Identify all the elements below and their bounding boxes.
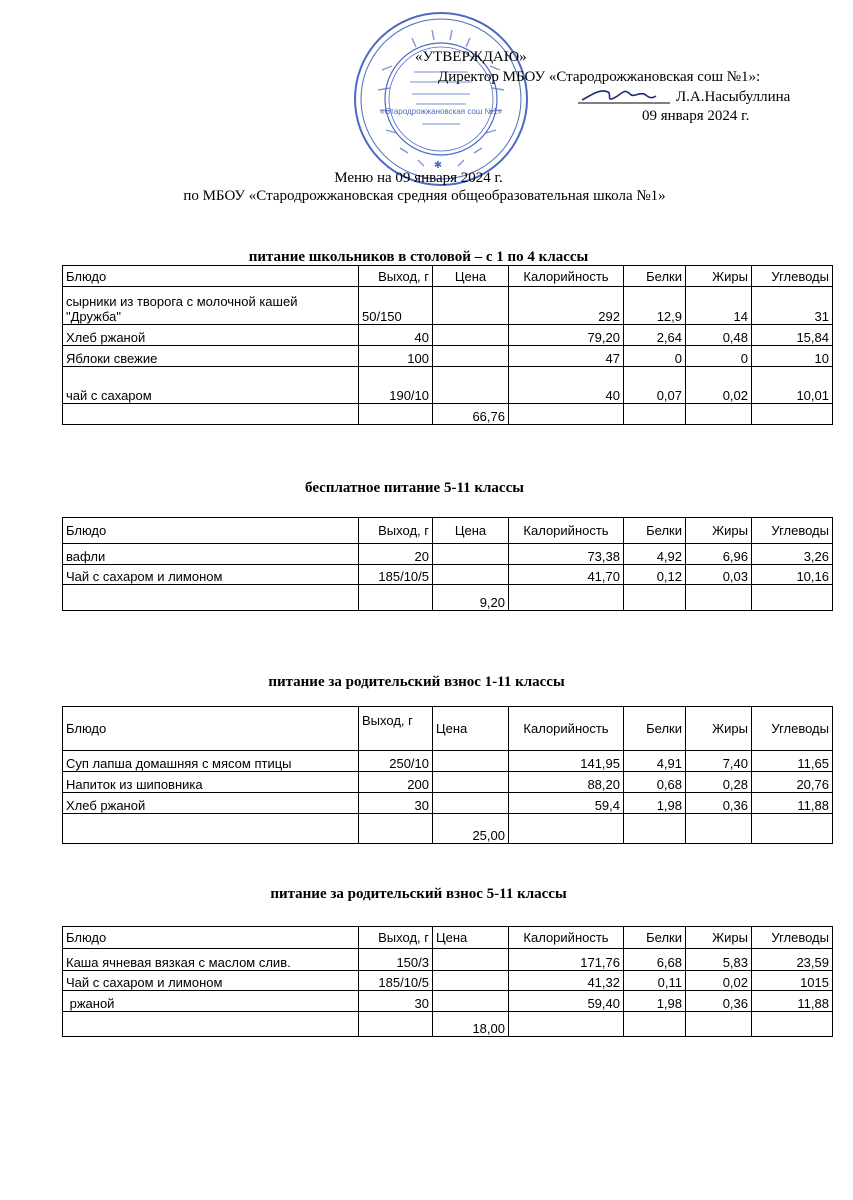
portion: 185/10/5: [359, 971, 433, 991]
protein: 4,91: [624, 751, 686, 772]
table-row: [63, 287, 833, 325]
carbs: 10: [752, 346, 833, 367]
dish-name: Суп лапша домашняя с мясом птицы: [63, 751, 359, 772]
column-header: Цена: [433, 707, 509, 751]
price: [433, 793, 509, 814]
table-header-row: [63, 518, 833, 544]
portion: 150/3: [359, 949, 433, 971]
carbs: 10,01: [752, 367, 833, 404]
total-row: [63, 814, 833, 844]
calories: 59,40: [509, 991, 624, 1012]
protein: 0: [624, 346, 686, 367]
stamp-text: «Стародрожжановская сош №1»: [380, 107, 502, 116]
column-header: Жиры: [686, 266, 752, 287]
column-header: Калорийность: [509, 518, 624, 544]
total-row: [63, 1012, 833, 1037]
calories: 79,20: [509, 325, 624, 346]
protein: 1,98: [624, 991, 686, 1012]
approve-label: «УТВЕРЖДАЮ»: [415, 49, 527, 65]
column-header: Выход, г: [359, 518, 433, 544]
total-price: 66,76: [433, 404, 509, 425]
fat: 5,83: [686, 949, 752, 971]
column-header: Блюдо: [63, 266, 359, 287]
dish-name: чай с сахаром: [63, 367, 359, 404]
calories: 47: [509, 346, 624, 367]
school-seal-stamp: [352, 10, 530, 188]
table-header-row: [63, 927, 833, 949]
dish-name: Чай с сахаром и лимоном: [63, 565, 359, 585]
carbs: 11,88: [752, 991, 833, 1012]
portion: 200: [359, 772, 433, 793]
carbs: 15,84: [752, 325, 833, 346]
column-header: Углеводы: [752, 707, 833, 751]
menu-table: [62, 706, 833, 844]
dish-name: Напиток из шиповника: [63, 772, 359, 793]
price: [433, 367, 509, 404]
carbs: 3,26: [752, 544, 833, 565]
protein: 2,64: [624, 325, 686, 346]
menu-title: Меню на 09 января 2024 г.: [334, 170, 503, 186]
carbs: 20,76: [752, 772, 833, 793]
section-title: питание школьников в столовой – с 1 по 4 классы: [248, 249, 589, 265]
column-header: Выход, г: [359, 927, 433, 949]
fat: 0,48: [686, 325, 752, 346]
dish-name: ржаной: [63, 991, 359, 1012]
column-header: Углеводы: [752, 266, 833, 287]
table-row: [63, 346, 833, 367]
dish-name: сырники из творога с молочной кашей "Дружба": [63, 287, 359, 325]
table-header-row: [63, 266, 833, 287]
fat: 6,96: [686, 544, 752, 565]
carbs: 1015: [752, 971, 833, 991]
dish-name: Хлеб ржаной: [63, 793, 359, 814]
price: [433, 325, 509, 346]
table-row: [63, 949, 833, 971]
price: [433, 287, 509, 325]
column-header: Цена: [433, 518, 509, 544]
carbs: 11,65: [752, 751, 833, 772]
portion: 185/10/5: [359, 565, 433, 585]
table-row: [63, 971, 833, 991]
price: [433, 971, 509, 991]
fat: 7,40: [686, 751, 752, 772]
portion: 20: [359, 544, 433, 565]
protein: 0,68: [624, 772, 686, 793]
fat: 0,02: [686, 367, 752, 404]
column-header: Калорийность: [509, 927, 624, 949]
price: [433, 565, 509, 585]
portion: 100: [359, 346, 433, 367]
carbs: 31: [752, 287, 833, 325]
fat: 0,03: [686, 565, 752, 585]
portion: 30: [359, 793, 433, 814]
carbs: 23,59: [752, 949, 833, 971]
fat: 0,02: [686, 971, 752, 991]
column-header: Блюдо: [63, 518, 359, 544]
carbs: 10,16: [752, 565, 833, 585]
carbs: 11,88: [752, 793, 833, 814]
dish-name: вафли: [63, 544, 359, 565]
portion: 190/10: [359, 367, 433, 404]
fat: 14: [686, 287, 752, 325]
table-row: [63, 793, 833, 814]
price: [433, 751, 509, 772]
protein: 6,68: [624, 949, 686, 971]
table-row: [63, 325, 833, 346]
approve-date: 09 января 2024 г.: [642, 108, 750, 124]
calories: 88,20: [509, 772, 624, 793]
portion: 40: [359, 325, 433, 346]
price: [433, 346, 509, 367]
protein: 0,11: [624, 971, 686, 991]
column-header: Блюдо: [63, 927, 359, 949]
signer-name: Л.А.Насыбуллина: [676, 89, 791, 105]
menu-table: [62, 265, 833, 425]
total-row: [63, 585, 833, 611]
column-header: Белки: [624, 927, 686, 949]
section-title: питание за родительский взнос 1-11 классы: [268, 674, 565, 690]
table-row: [63, 565, 833, 585]
column-header: Калорийность: [509, 707, 624, 751]
dish-name: Чай с сахаром и лимоном: [63, 971, 359, 991]
table-row: [63, 772, 833, 793]
price: [433, 991, 509, 1012]
fat: 0: [686, 346, 752, 367]
protein: 0,07: [624, 367, 686, 404]
fat: 0,36: [686, 991, 752, 1012]
section-title: питание за родительский взнос 5-11 классы: [270, 886, 567, 902]
column-header: Белки: [624, 266, 686, 287]
column-header: Углеводы: [752, 927, 833, 949]
column-header: Жиры: [686, 707, 752, 751]
fat: 0,28: [686, 772, 752, 793]
table-header-row: [63, 707, 833, 751]
price: [433, 772, 509, 793]
portion: 30: [359, 991, 433, 1012]
protein: 0,12: [624, 565, 686, 585]
column-header: Белки: [624, 518, 686, 544]
calories: 171,76: [509, 949, 624, 971]
calories: 40: [509, 367, 624, 404]
svg-text:✱: ✱: [433, 160, 443, 171]
calories: 73,38: [509, 544, 624, 565]
column-header: Жиры: [686, 518, 752, 544]
calories: 41,32: [509, 971, 624, 991]
total-price: 18,00: [433, 1012, 509, 1037]
column-header: Белки: [624, 707, 686, 751]
total-row: [63, 404, 833, 425]
director-line: Директор МБОУ «Стародрожжановская сош №1»:: [438, 69, 761, 85]
total-price: 25,00: [433, 814, 509, 844]
column-header: Выход, г: [359, 707, 433, 751]
protein: 1,98: [624, 793, 686, 814]
column-header: Калорийность: [509, 266, 624, 287]
price: [433, 949, 509, 971]
column-header: Цена: [433, 266, 509, 287]
column-header: Углеводы: [752, 518, 833, 544]
calories: 292: [509, 287, 624, 325]
column-header: Выход, г: [359, 266, 433, 287]
fat: 0,36: [686, 793, 752, 814]
protein: 4,92: [624, 544, 686, 565]
protein: 12,9: [624, 287, 686, 325]
dish-name: Яблоки свежие: [63, 346, 359, 367]
portion: 50/150: [359, 287, 433, 325]
column-header: Блюдо: [63, 707, 359, 751]
menu-subtitle: по МБОУ «Стародрожжановская средняя общеобразовательная школа №1»: [183, 188, 666, 204]
dish-name: Хлеб ржаной: [63, 325, 359, 346]
column-header: Жиры: [686, 927, 752, 949]
calories: 141,95: [509, 751, 624, 772]
table-row: [63, 367, 833, 404]
calories: 59,4: [509, 793, 624, 814]
price: [433, 544, 509, 565]
menu-table: [62, 926, 833, 1037]
menu-table: [62, 517, 833, 611]
section-title: бесплатное питание 5-11 классы: [305, 480, 524, 496]
table-row: [63, 751, 833, 772]
column-header: Цена: [433, 927, 509, 949]
dish-name: Каша ячневая вязкая с маслом слив.: [63, 949, 359, 971]
portion: 250/10: [359, 751, 433, 772]
table-row: [63, 991, 833, 1012]
table-row: [63, 544, 833, 565]
calories: 41,70: [509, 565, 624, 585]
total-price: 9,20: [433, 585, 509, 611]
